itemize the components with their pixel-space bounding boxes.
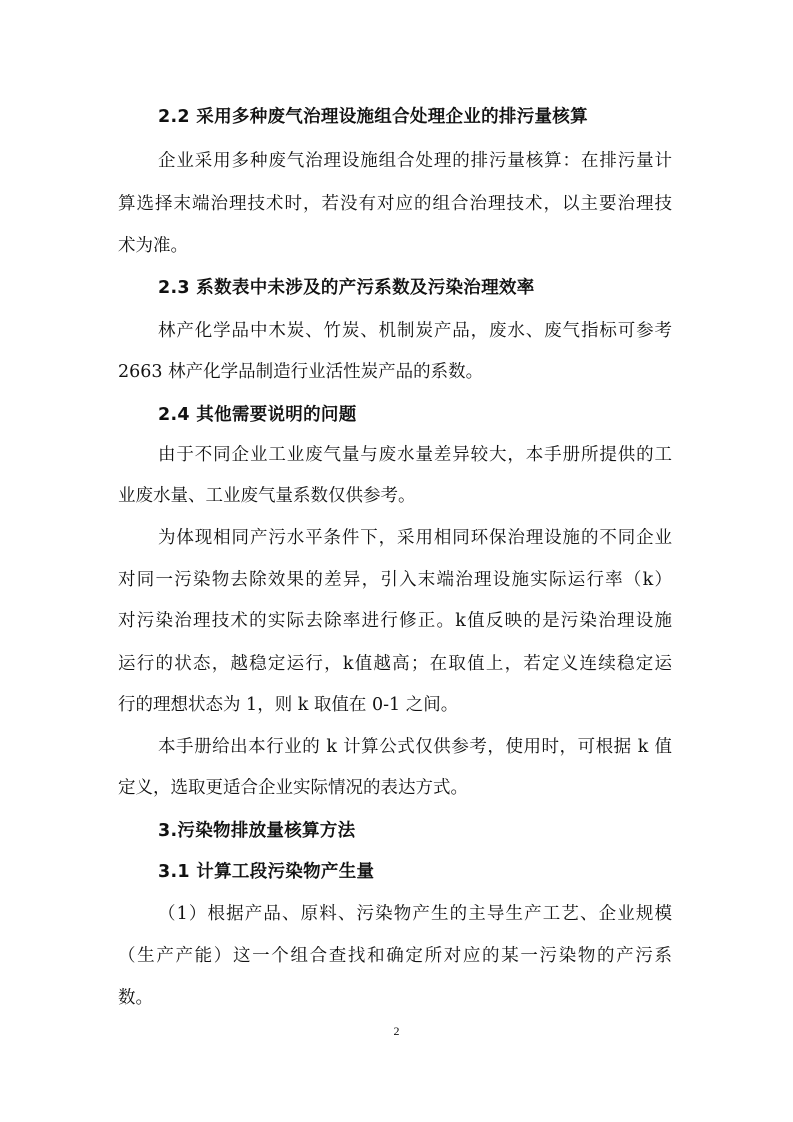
paragraph-line: 定义，选取更适合企业实际情况的表达方式。 (118, 778, 468, 798)
paragraph-line: 算选择末端治理技术时，若没有对应的组合治理技术，以主要治理技 (118, 194, 672, 214)
heading-3-1: 3.1 计算工段污染物产生量 (158, 862, 375, 882)
paragraph-line: 林产化学品中木炭、竹炭、机制炭产品，废水、废气指标可参考 (158, 321, 672, 341)
paragraph-line: 行的理想状态为 1，则 k 取值在 0-1 之间。 (118, 695, 459, 715)
paragraph-line: 对同一污染物去除效果的差异，引入末端治理设施实际运行率（k） (118, 570, 672, 590)
paragraph-line: 为体现相同产污水平条件下，采用相同环保治理设施的不同企业 (158, 528, 672, 548)
heading-2-4: 2.4 其他需要说明的问题 (158, 405, 357, 425)
page-number: 2 (393, 1024, 400, 1038)
heading-2-2: 2.2 采用多种废气治理设施组合处理企业的排污量核算 (158, 107, 588, 127)
paragraph-line: （生产产能）这一个组合查找和确定所对应的某一污染物的产污系 (118, 946, 672, 966)
paragraph-line: 运行的状态，越稳定运行，k值越高；在取值上，若定义连续稳定运 (118, 654, 672, 674)
paragraph-line: 术为准。 (118, 236, 188, 256)
paragraph-line: 业废水量、工业废气量系数仅供参考。 (118, 486, 416, 506)
heading-2-3: 2.3 系数表中未涉及的产污系数及污染治理效率 (158, 278, 535, 298)
heading-3: 3.污染物排放量核算方法 (158, 821, 356, 841)
paragraph-line: 企业采用多种废气治理设施组合处理的排污量核算：在排污量计 (158, 151, 672, 171)
paragraph-line: 本手册给出本行业的 k 计算公式仅供参考，使用时，可根据 k 值 (158, 737, 672, 757)
paragraph-line: （1）根据产品、原料、污染物产生的主导生产工艺、企业规模 (158, 904, 672, 924)
paragraph-line: 2663 林产化学品制造行业活性炭产品的系数。 (118, 362, 484, 382)
paragraph-line: 数。 (118, 988, 153, 1008)
paragraph-line: 由于不同企业工业废气量与废水量差异较大，本手册所提供的工 (158, 445, 672, 465)
paragraph-line: 对污染治理技术的实际去除率进行修正。k值反映的是污染治理设施 (118, 611, 672, 631)
